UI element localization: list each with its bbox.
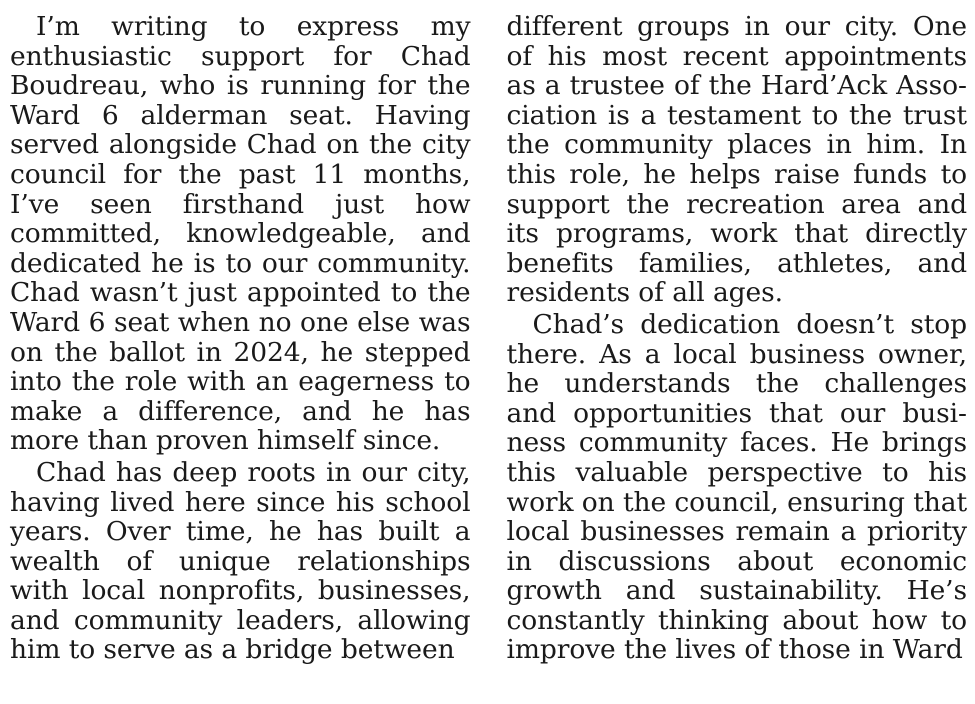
paragraph-deep-roots: Chad has deep roots in our city, having lived here since his school years. Over time, he has built a wealth of unique relationships with local nonprofits, businesses, and community leaders, allowing him to serve as a bridge between <box>10 456 471 666</box>
paragraph-dedication: Chad’s dedication doesn’t stop there. As a local business owner, he understands the challenges and opportunities that our business community faces. He brings this valuable perspective to his work on the council, ensuring that local businesses remain a priority in discussions about economic growth and sustainability. He’s constantly thinking about how to improve the lives of those in Ward <box>506 308 967 666</box>
right-column <box>507 12 968 704</box>
left-column <box>10 12 471 704</box>
paragraph-deep-roots-continued: different groups in our city. One of his most recent appointments as a trustee of the Hard’Ack Association is a testament to the trust the community places in him. In this role, he helps raise funds to support the recreation area and its programs, work that directly benefits families, athletes, and residents of all ages. <box>506 11 967 309</box>
paragraph-intro: I’m writing to express my enthusiastic support for Chad Boudreau, who is running for the Ward 6 alderman seat. Having served alongside Chad on the city council for the past 11 months, I’ve seen firsthand just how committed, knowledgeable, and dedicated he is to our community. Chad wasn’t just appointed to the Ward 6 seat when no one else was on the ballot in 2024, he stepped into the role with an eagerness to make a difference, and he has more than proven himself since. <box>10 11 471 457</box>
